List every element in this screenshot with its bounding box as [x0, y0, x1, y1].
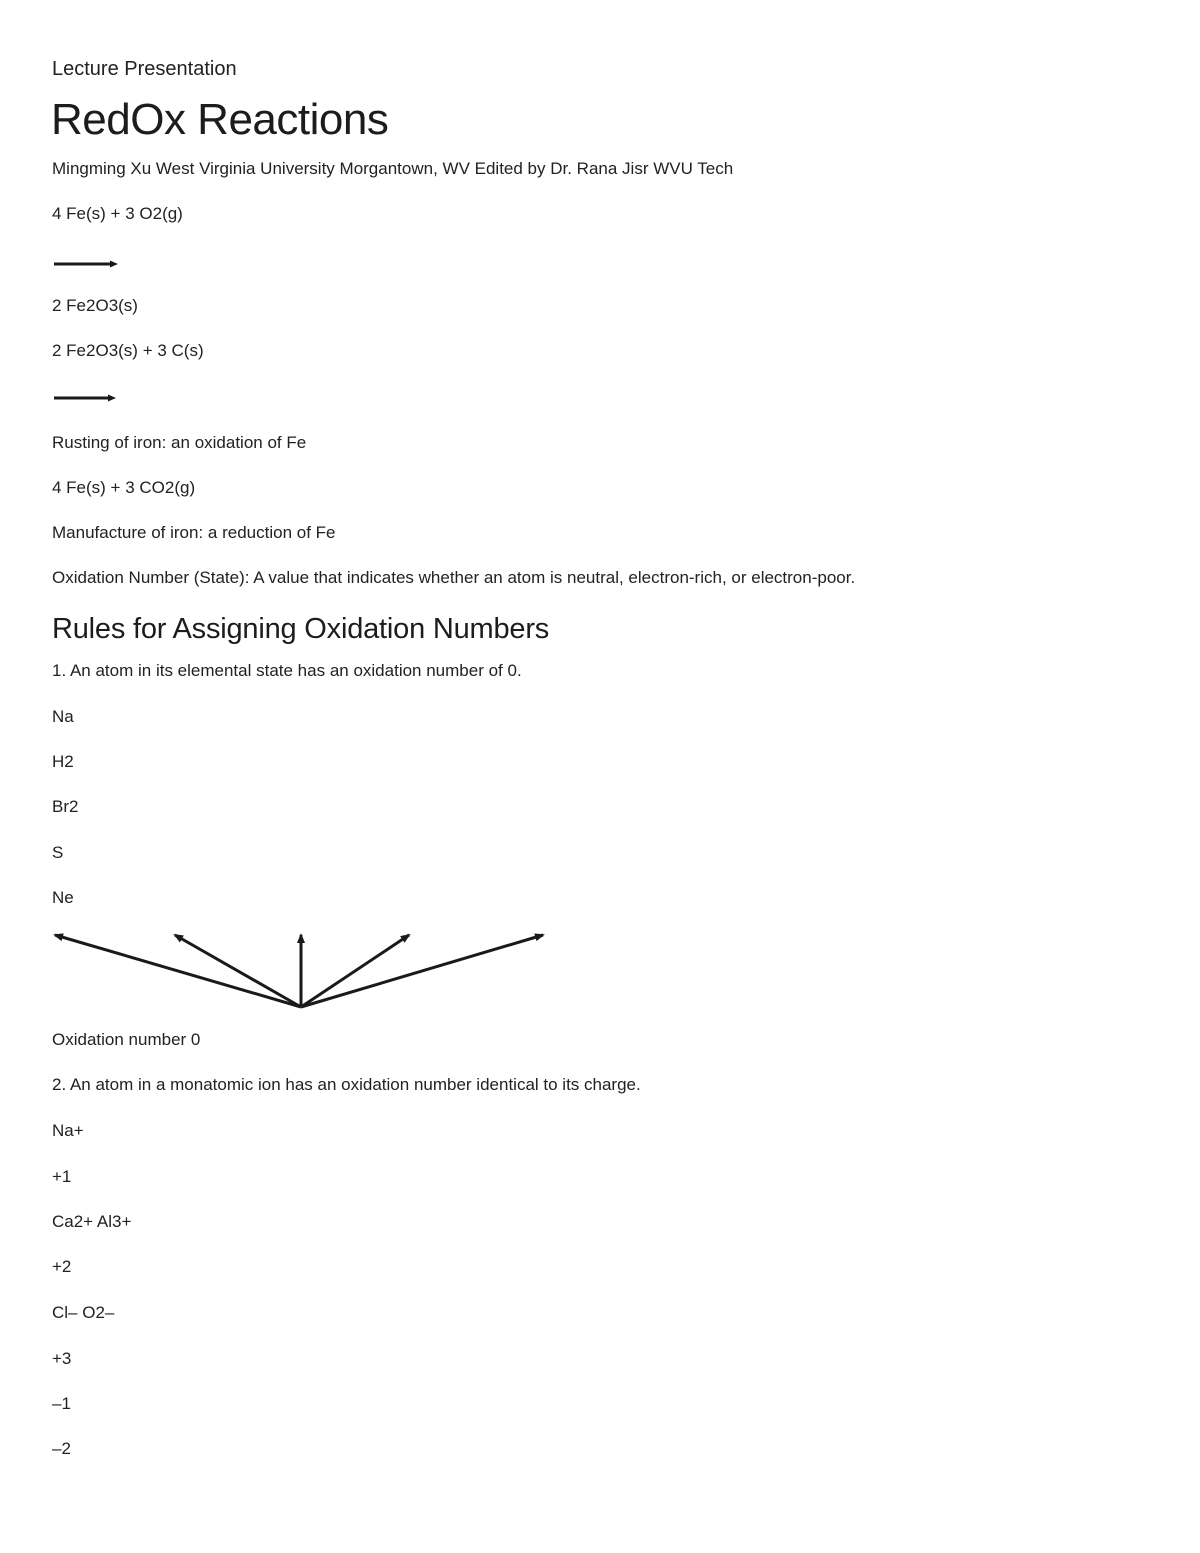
- rules-heading: Rules for Assigning Oxidation Numbers: [52, 613, 550, 645]
- ion-example-line: +1: [52, 1167, 72, 1186]
- rust-products: 2 Fe2O3(s): [52, 296, 138, 315]
- fan-arrow: [301, 935, 409, 1007]
- example-element: Ne: [52, 888, 74, 907]
- ion-example-line: Ca2+ Al3+: [52, 1212, 132, 1231]
- rule-1-text: 1. An atom in its elemental state has an oxidation number of 0.: [52, 661, 522, 680]
- arrow-fan-diagram: [40, 925, 560, 1017]
- reaction-arrow-icon: [52, 259, 120, 269]
- fan-arrow: [175, 935, 301, 1007]
- author-byline: Mingming Xu West Virginia University Morgantown, WV Edited by Dr. Rana Jisr WVU Tech: [52, 159, 734, 178]
- ion-example-line: +3: [52, 1349, 72, 1368]
- rust-reactants: 4 Fe(s) + 3 O2(g): [52, 204, 183, 223]
- manufacture-products: 4 Fe(s) + 3 CO2(g): [52, 478, 196, 497]
- manufacture-caption: Manufacture of iron: a reduction of Fe: [52, 523, 336, 542]
- ion-example-line: –2: [52, 1439, 71, 1458]
- rule-2-text: 2. An atom in a monatomic ion has an oxidation number identical to its charge.: [52, 1075, 641, 1094]
- example-element: H2: [52, 752, 74, 771]
- reaction-arrow-icon: [52, 393, 120, 403]
- example-element: Br2: [52, 797, 79, 816]
- fan-arrow: [301, 935, 543, 1007]
- example-element: S: [52, 843, 64, 862]
- oxidation-number-definition: Oxidation Number (State): A value that indicates whether an atom is neutral, electron-rich, or electron-poor.: [52, 568, 856, 587]
- ion-example-line: +2: [52, 1257, 72, 1276]
- ion-example-line: Na+: [52, 1121, 84, 1140]
- rule-1-result: Oxidation number 0: [52, 1030, 201, 1049]
- page-title: RedOx Reactions: [51, 95, 389, 144]
- lecture-label: Lecture Presentation: [52, 58, 237, 80]
- ion-example-line: –1: [52, 1394, 71, 1413]
- fan-arrow: [55, 935, 301, 1007]
- example-element: Na: [52, 707, 74, 726]
- ion-example-line: Cl– O2–: [52, 1303, 115, 1322]
- rusting-caption: Rusting of iron: an oxidation of Fe: [52, 433, 307, 452]
- manufacture-reactants: 2 Fe2O3(s) + 3 C(s): [52, 341, 204, 360]
